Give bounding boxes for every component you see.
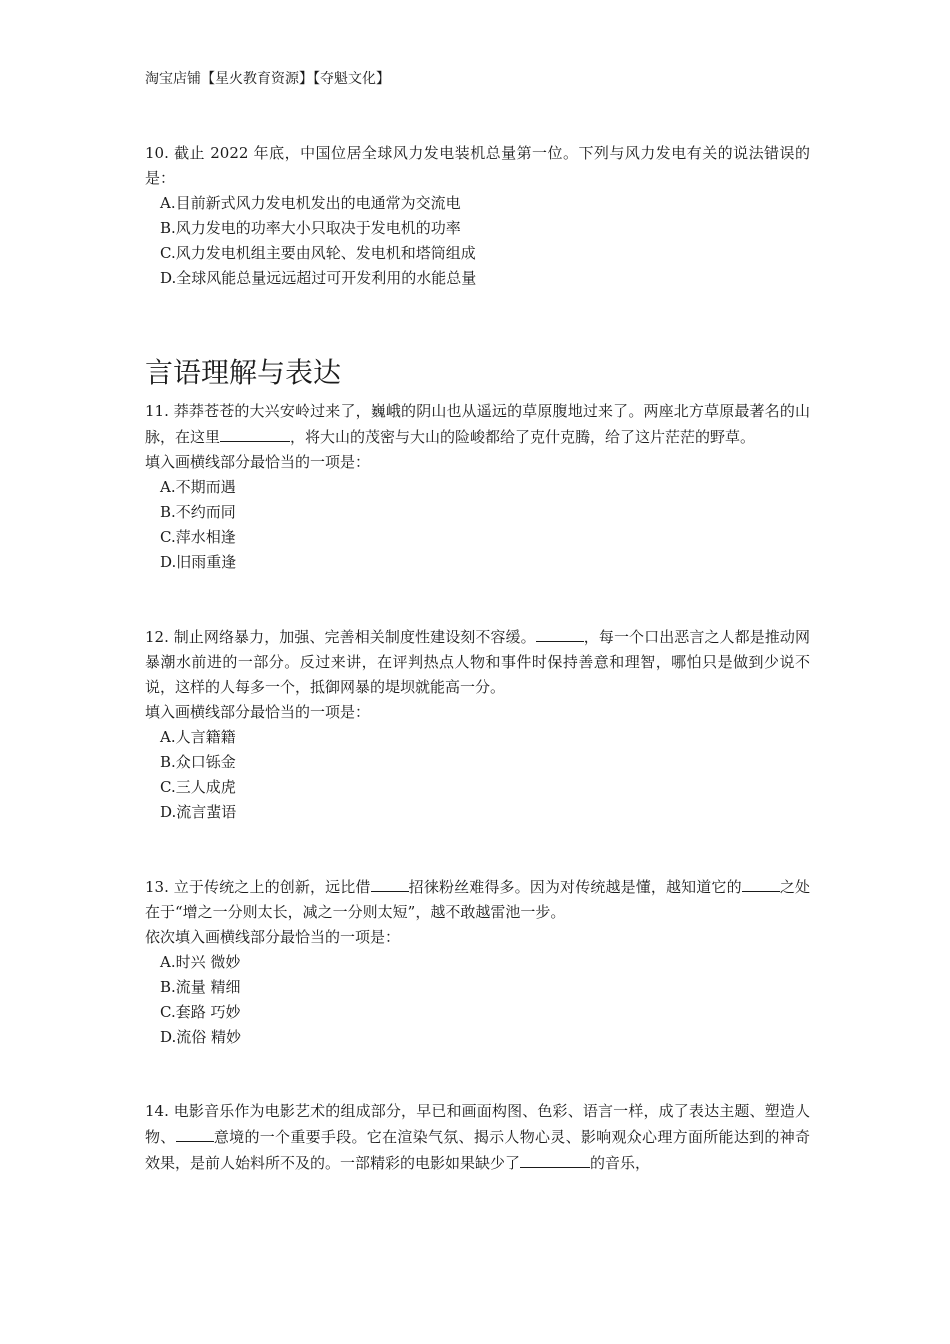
question-12-text: [145, 624, 810, 700]
question-11-text-part-2: ，将大山的茂密与大山的险峻都给了克什克腾，给了这片茫茫的野草。: [290, 428, 756, 446]
question-11-option-c: C.萍水相逢: [160, 528, 236, 546]
question-11-prompt: 填入画横线部分最恰当的一项是：: [145, 453, 371, 471]
question-11-text: [145, 399, 810, 450]
question-10: [145, 141, 810, 291]
question-14-text-part-3: 的音乐，: [590, 1154, 651, 1172]
question-10-option-c: C.风力发电机组主要由风轮、发电机和塔筒组成: [160, 244, 476, 262]
question-10-options: [145, 191, 810, 291]
question-13-text-part-2: 招徕粉丝难得多。因为对传统越是懂，越知道它的: [408, 878, 742, 896]
question-10-option-d: D.全球风能总量远远超过可开发利用的水能总量: [160, 269, 477, 287]
question-14-text: [145, 1099, 810, 1176]
question-12: [145, 624, 810, 825]
question-13-option-d: D.流俗 精妙: [160, 1028, 242, 1046]
question-11: [145, 399, 810, 575]
question-13-option-c: C.套路 巧妙: [160, 1003, 241, 1021]
question-14-text-part-1: 14. 电影音乐作为电影艺术的组成部分，早已和画面构图、色彩、语言一样，成了表达主题、塑造人物、: [145, 1102, 810, 1146]
question-12-option-b: B.众口铄金: [160, 753, 236, 771]
question-12-prompt: 填入画横线部分最恰当的一项是：: [145, 703, 371, 721]
question-12-text-part-1: 12. 制止网络暴力，加强、完善相关制度性建设刻不容缓。: [145, 628, 536, 646]
question-14-text-part-2: 意境的一个重要手段。它在渲染气氛、揭示人物心灵、影响观众心理方面所能达到的神奇效果，是前人始料所不及的。一部精彩的电影如果缺少了: [145, 1128, 810, 1172]
question-14-blank-2: [520, 1150, 590, 1168]
question-13-option-b: B.流量 精细: [160, 978, 241, 996]
document-body: [145, 141, 810, 1176]
question-13-text: [145, 874, 810, 925]
section-title: 言语理解与表达: [145, 356, 342, 389]
question-14: [145, 1099, 810, 1176]
question-13-option-a: A.时兴 微妙: [160, 953, 241, 971]
question-10-text: 10. 截止 2022 年底，中国位居全球风力发电装机总量第一位。下列与风力发电有关的说法错误的是：: [145, 144, 810, 187]
question-10-option-b: B.风力发电的功率大小只取决于发电机的功率: [160, 219, 461, 237]
question-11-option-b: B.不约而同: [160, 503, 236, 521]
page-header: 淘宝店铺【星火教育资源】【夺魁文化】: [145, 71, 390, 87]
question-13-blank-2: [742, 874, 780, 892]
question-11-option-d: D.旧雨重逢: [160, 553, 237, 571]
question-13: [145, 874, 810, 1050]
question-13-prompt: 依次填入画横线部分最恰当的一项是：: [145, 928, 401, 946]
question-12-text-part-2: ，每一个口出恶言之人都是推动网暴潮水前进的一部分。反过来讲，在评判热点人物和事件时保持善意和理智，哪怕只是做到少说不说，这样的人每多一个，抵御网暴的堤坝就能高一分。: [145, 628, 810, 696]
question-11-blank: [220, 424, 290, 442]
question-12-option-d: D.流言蜚语: [160, 803, 237, 821]
question-12-option-a: A.人言籍籍: [160, 728, 236, 746]
question-11-text-part-1: 11. 莽莽苍苍的大兴安岭过来了，巍峨的阴山也从遥远的草原腹地过来了。两座北方草原最著名的山脉，在这里: [145, 402, 810, 446]
question-11-option-a: A.不期而遇: [160, 478, 236, 496]
question-12-options: [145, 725, 810, 825]
question-11-options: [145, 475, 810, 575]
question-10-option-a: A.目前新式风力发电机发出的电通常为交流电: [160, 194, 461, 212]
question-12-blank: [536, 624, 584, 642]
question-14-blank-1: [176, 1124, 214, 1142]
question-13-text-part-1: 13. 立于传统之上的创新，远比借: [145, 878, 371, 896]
question-13-blank-1: [371, 874, 409, 892]
question-12-option-c: C.三人成虎: [160, 778, 236, 796]
question-13-options: [145, 950, 810, 1050]
question-13-text-part-3: 之处在于“增之一分则太长，减之一分则太短”，越不敢越雷池一步。: [145, 878, 810, 921]
